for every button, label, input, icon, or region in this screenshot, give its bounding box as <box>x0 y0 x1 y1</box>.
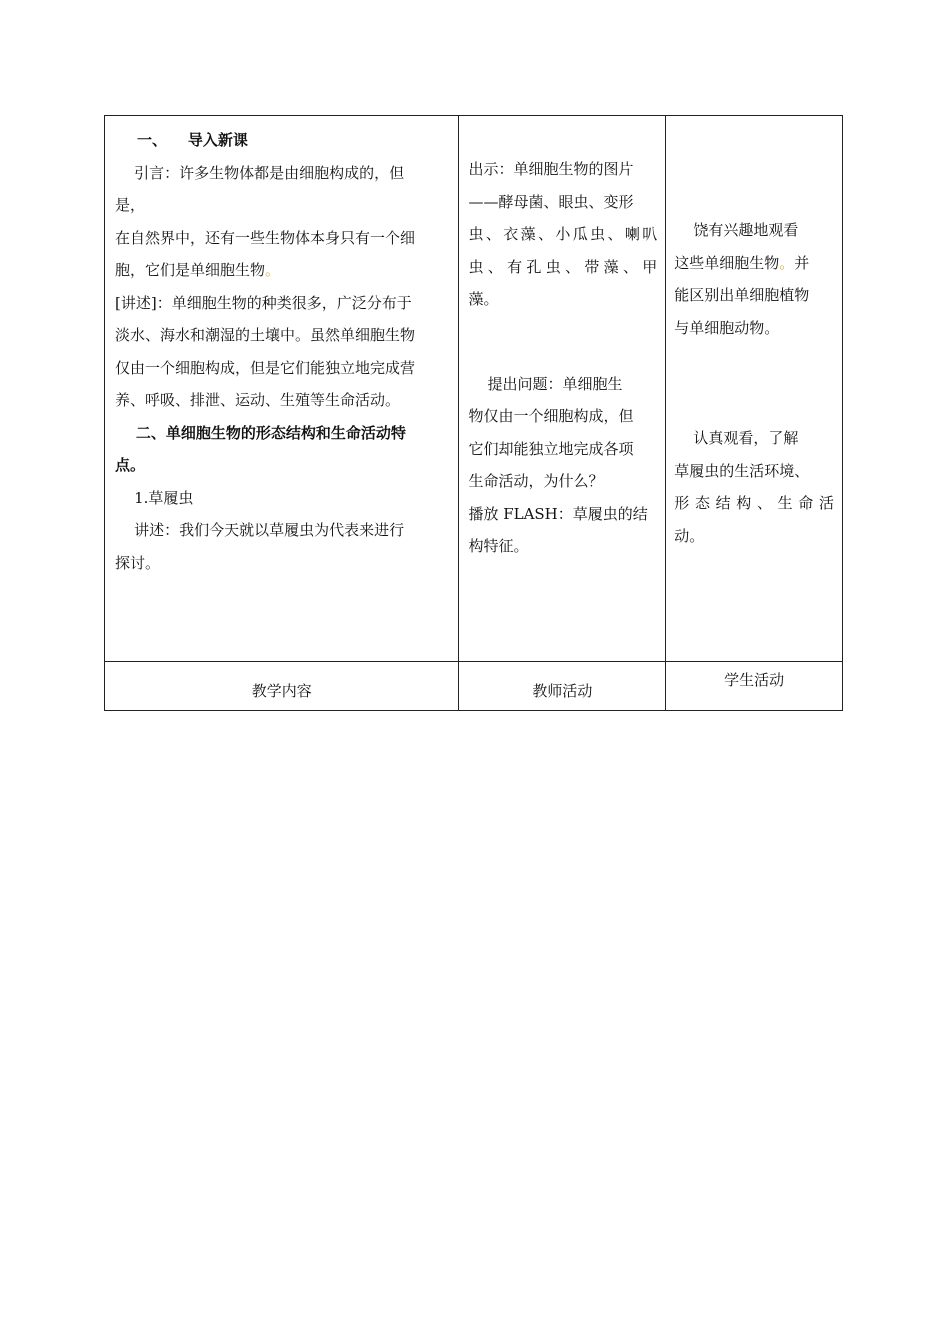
observe-line-1: 认真观看，了解 <box>674 429 799 447</box>
play-line-2: 构特征。 <box>468 537 529 555</box>
show-line-5: 藻。 <box>468 290 499 308</box>
show-line-4: 虫、有孔虫、带藻、甲 <box>468 257 658 276</box>
question-line-3: 它们却能独立地完成各项 <box>468 439 634 458</box>
student-activity-cell <box>666 116 843 662</box>
section2-title-line-2: 点。 <box>115 456 146 474</box>
show-line-2: ——酵母菌、眼虫、变形 <box>468 192 634 211</box>
header-student-activity: 学生活动 <box>724 671 785 689</box>
lecture-line-3: 仅由一个细胞构成，但是它们能独立地完成营 <box>115 358 416 377</box>
question-line-4: 生命活动，为什么？ <box>468 472 604 490</box>
header-teaching-content: 教学内容 <box>251 682 312 700</box>
intro-line-4-text: 胞，它们是单细胞生物 <box>115 261 266 279</box>
watch-line-2-end: 并 <box>794 253 810 272</box>
header-cell-content <box>105 662 459 711</box>
watch-line-1: 饶有兴趣地观看 <box>674 221 799 239</box>
lesson-plan-table <box>104 115 843 711</box>
watch-line-3: 能区别出单细胞植物 <box>674 286 810 304</box>
teacher-activity-cell <box>459 116 666 662</box>
header-cell-student <box>666 662 843 711</box>
question-line-2: 物仅由一个细胞构成，但 <box>468 407 634 425</box>
header-teacher-activity: 教师活动 <box>532 682 593 700</box>
header-row <box>105 662 843 711</box>
show-line-3: 虫、衣藻、小瓜虫、喇叭 <box>468 225 658 243</box>
watch-line-2-text: 这些单细胞生物 <box>674 253 780 272</box>
watch-dot: 。 <box>779 253 795 272</box>
observe-line-2: 草履虫的生活环境、 <box>674 461 810 480</box>
content-row <box>105 116 843 662</box>
observe-line-3: 形态结构、生命活 <box>674 494 834 512</box>
intro-dot: 。 <box>265 261 281 279</box>
section2-title-line-1: 二、单细胞生物的形态结构和生命活动特 <box>115 423 406 442</box>
intro-line-2: 是， <box>115 196 146 214</box>
watch-line-2 <box>674 247 834 280</box>
observe-line-4: 动。 <box>674 526 705 545</box>
intro-line-4 <box>115 254 450 287</box>
show-line-1: 出示：单细胞生物的图片 <box>468 160 634 178</box>
question-line-1: 提出问题：单细胞生 <box>468 374 623 393</box>
lecture-line-1: [讲述]：单细胞生物的种类很多，广泛分布于 <box>115 293 412 312</box>
teaching-content-cell <box>105 116 459 662</box>
play-line-1: 播放 FLASH：草履虫的结 <box>468 504 648 523</box>
item-paramecium: 1.草履虫 <box>115 488 194 507</box>
explain-line-1: 讲述：我们今天就以草履虫为代表来进行 <box>115 521 405 539</box>
intro-line-3: 在自然界中，还有一些生物体本身只有一个细 <box>115 228 416 247</box>
watch-line-4: 与单细胞动物。 <box>674 318 780 337</box>
section1-title: 一、 导入新课 <box>137 131 248 149</box>
lecture-line-4: 养、呼吸、排泄、运动、生殖等生命活动。 <box>115 391 401 409</box>
lecture-line-2: 淡水、海水和潮湿的土壤中。虽然单细胞生物 <box>115 326 416 344</box>
explain-line-2: 探讨。 <box>115 553 161 572</box>
header-cell-teacher <box>459 662 666 711</box>
intro-line-1: 引言：许多生物体都是由细胞构成的，但 <box>115 163 405 182</box>
